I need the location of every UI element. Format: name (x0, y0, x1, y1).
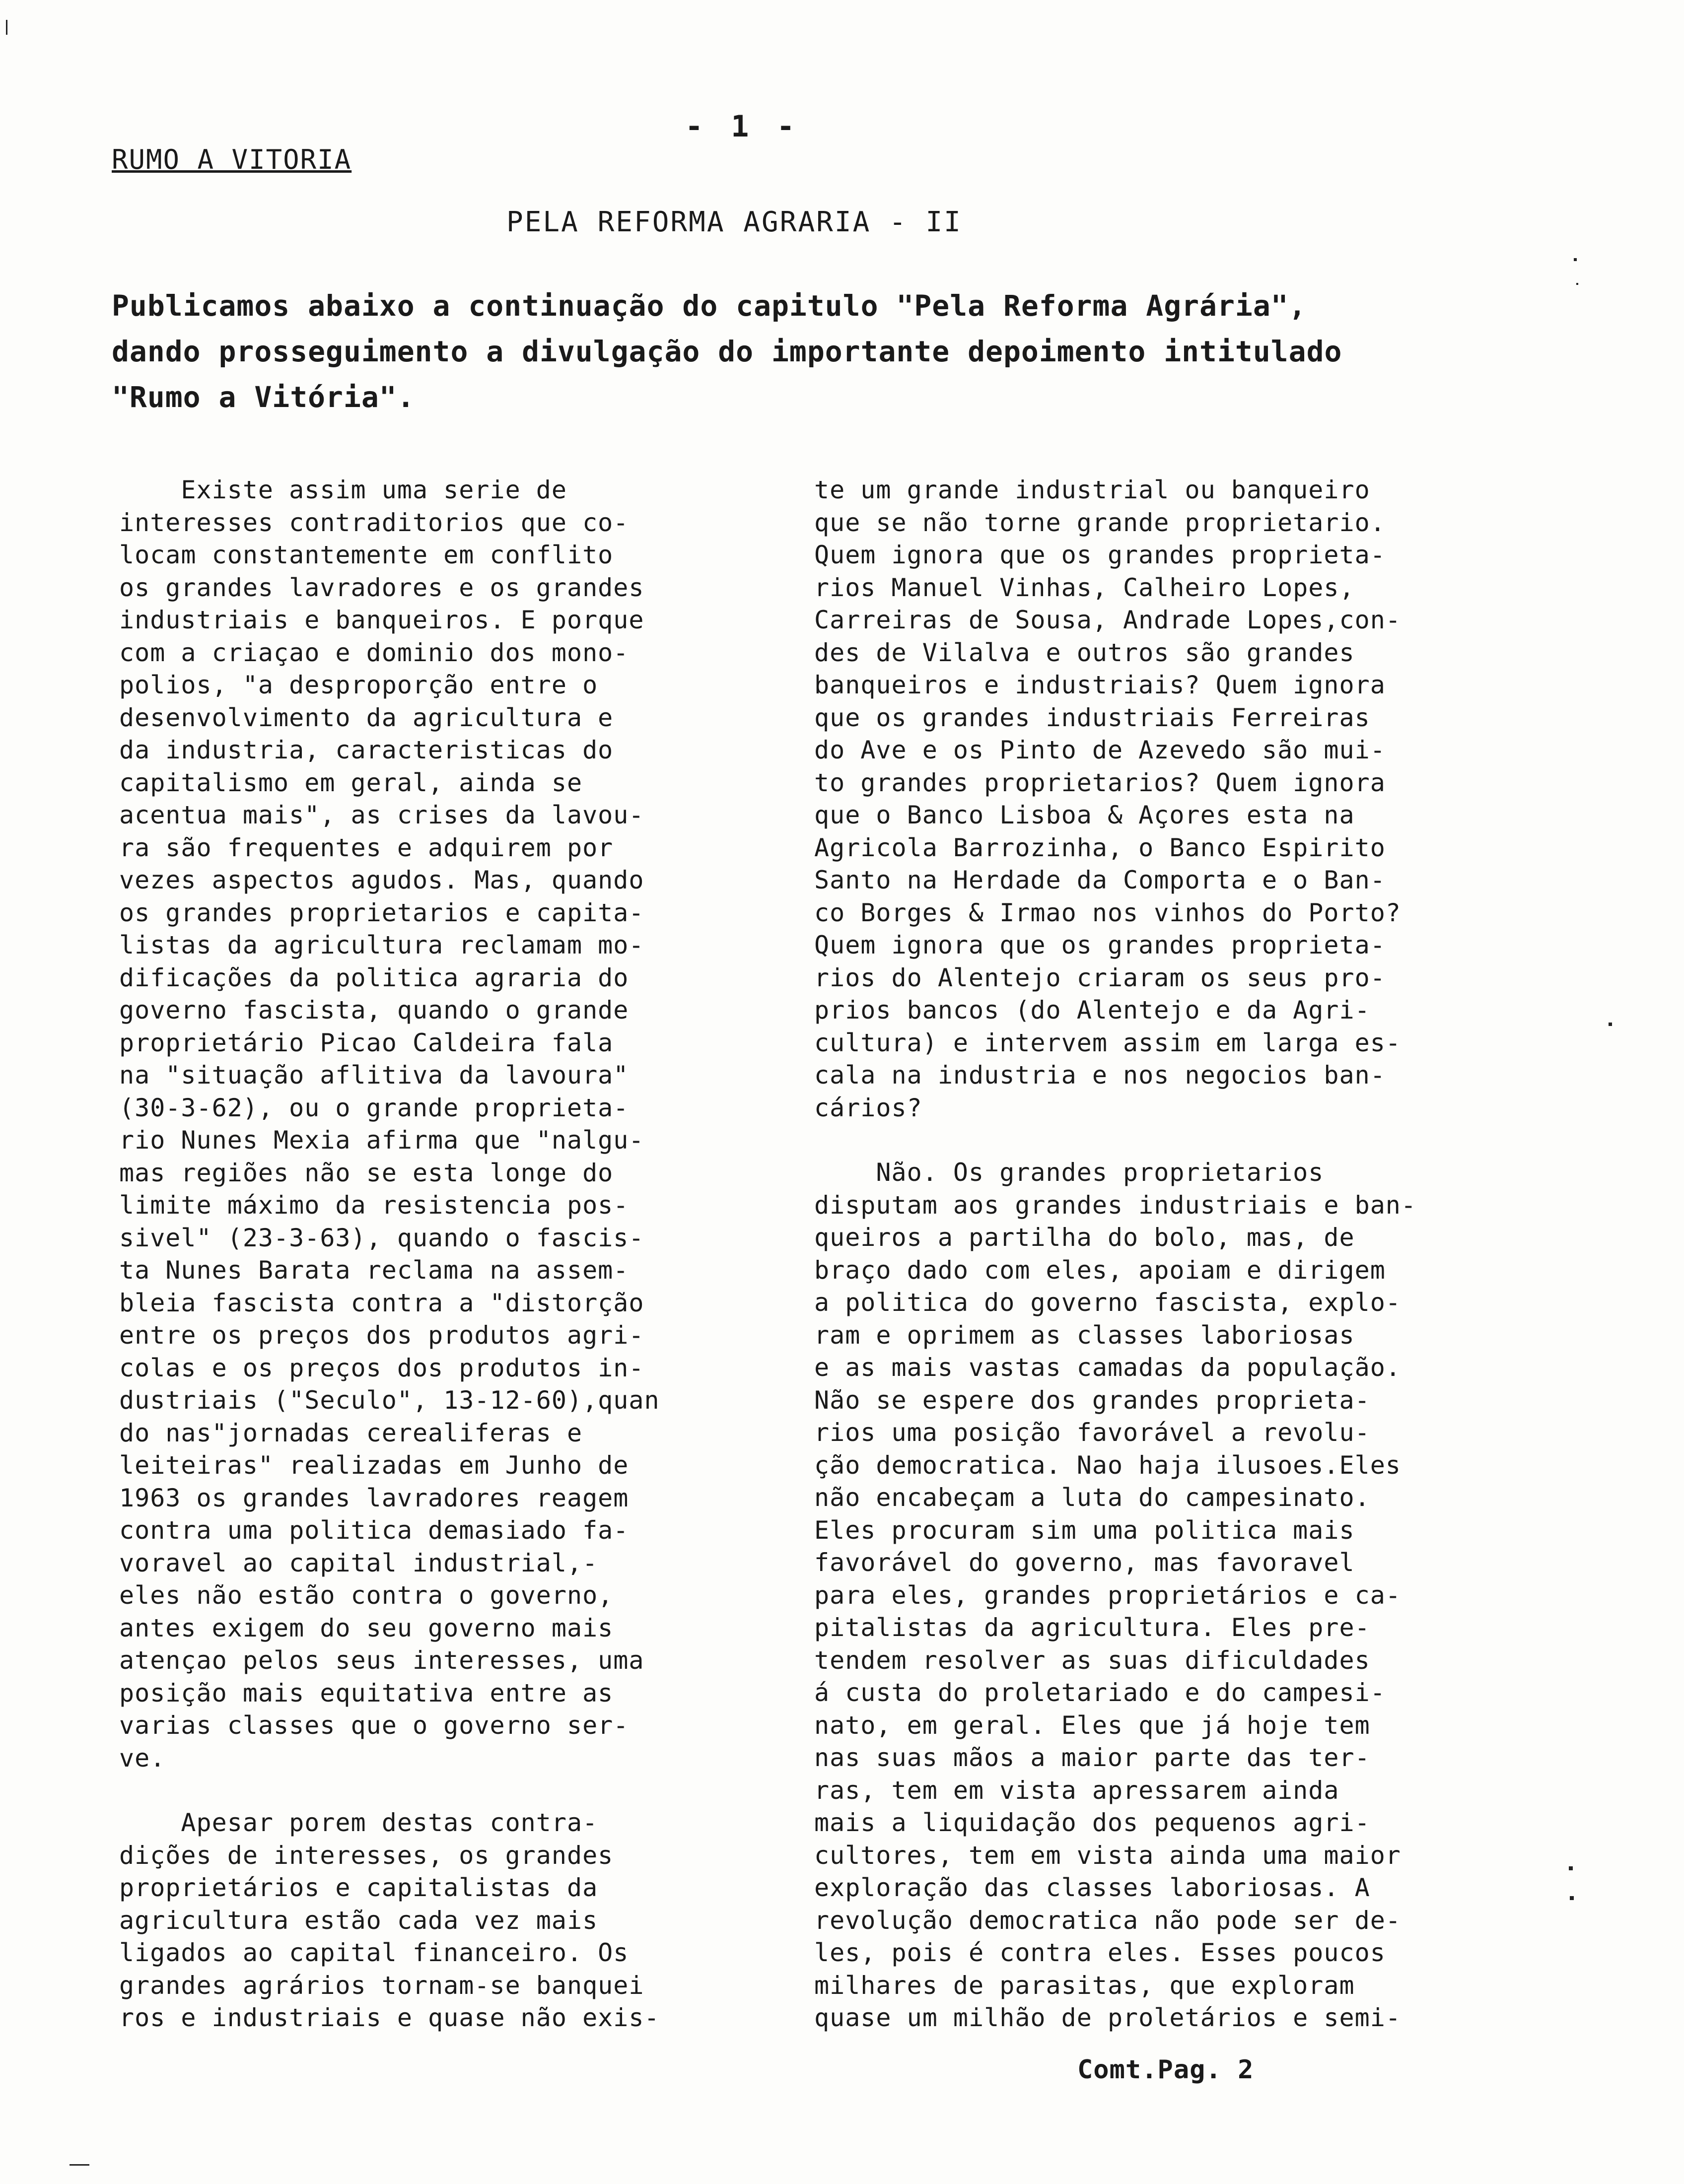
text-line: favorável do governo, mas favoravel (814, 1548, 1355, 1577)
text-line: cala na industria e nos negocios ban- (814, 1061, 1386, 1090)
scan-mark (1574, 258, 1577, 261)
text-line: cários? (814, 1093, 922, 1122)
text-line: mais a liquidação dos pequenos agri- (814, 1808, 1370, 1837)
text-line: cultura) e intervem assim em larga es- (814, 1028, 1401, 1057)
text-line: mas regiões não se esta longe do (119, 1158, 614, 1187)
column-paragraph (119, 1807, 774, 2035)
text-line: quase um milhão de proletários e semi- (814, 2003, 1401, 2032)
text-line: prios bancos (do Alentejo e da Agri- (814, 996, 1370, 1024)
text-line: Quem ignora que os grandes proprieta- (814, 541, 1386, 569)
text-line: Santo na Herdade da Comporta e o Ban- (814, 866, 1386, 894)
page-number: - 1 - (685, 109, 800, 144)
text-line: posição mais equitativa entre as (119, 1678, 614, 1707)
text-line: revolução democratica não pode ser de- (814, 1906, 1401, 1935)
text-line: contra uma politica demasiado fa- (119, 1516, 629, 1545)
scan-mark (1570, 1896, 1574, 1900)
text-line: dificações da politica agraria do (119, 963, 629, 992)
text-line: Não. Os grandes proprietarios (814, 1158, 1324, 1187)
text-line: ção democratica. Nao haja ilusoes.Eles (814, 1450, 1401, 1480)
text-line: que o Banco Lisboa & Açores esta na (814, 801, 1355, 829)
text-line: vezes aspectos agudos. Mas, quando (119, 866, 644, 894)
text-line: varias classes que o governo ser- (119, 1711, 629, 1740)
text-line: co Borges & Irmao nos vinhos do Porto? (814, 898, 1401, 927)
text-line: rios do Alentejo criaram os seus pro- (814, 963, 1386, 992)
text-line: não encabeçam a luta do campesinato. (814, 1483, 1370, 1512)
text-line: cultores, tem em vista ainda uma maior (814, 1841, 1401, 1870)
text-line: Apesar porem destas contra- (119, 1808, 598, 1837)
text-line: á custa do proletariado e do campesi- (814, 1678, 1386, 1707)
text-line: Não se espere dos grandes proprieta- (814, 1385, 1370, 1415)
text-line: grandes agrários tornam-se banquei (119, 1971, 644, 2000)
text-line: agricultura estão cada vez mais (119, 1906, 598, 1935)
text-line: Eles procuram sim uma politica mais (814, 1515, 1355, 1545)
text-line: listas da agricultura reclamam mo- (119, 931, 644, 959)
scan-mark (6, 20, 7, 35)
text-line: rios uma posição favorável a revolu- (814, 1418, 1370, 1447)
text-line: do Ave e os Pinto de Azevedo são mui- (814, 736, 1386, 764)
text-line: Existe assim uma serie de (119, 476, 567, 504)
text-line: braço dado com eles, apoiam e dirigem (814, 1255, 1386, 1285)
text-line: (30-3-62), ou o grande proprieta- (119, 1093, 629, 1122)
text-line: rio Nunes Mexia afirma que "nalgu- (119, 1126, 644, 1155)
text-line: ros e industriais e quase não exis- (119, 2003, 660, 2032)
text-line: exploração das classes laboriosas. A (814, 1873, 1370, 1902)
text-line: da industria, caracteristicas do (119, 736, 614, 764)
text-line: queiros a partilha do bolo, mas, de (814, 1223, 1355, 1252)
text-line: que se não torne grande proprietario. (814, 508, 1386, 537)
text-line: disputam aos grandes industriais e ban- (814, 1190, 1416, 1220)
text-line: governo fascista, quando o grande (119, 996, 629, 1024)
intro-line: Publicamos abaixo a continuação do capitulo "Pela Reforma Agrária", (112, 289, 1307, 323)
text-line: para eles, grandes proprietários e ca- (814, 1580, 1401, 1610)
text-line: Agricola Barrozinha, o Banco Espirito (814, 833, 1386, 862)
text-line: tendem resolver as suas dificuldades (814, 1645, 1370, 1675)
text-line: interesses contraditorios que co- (119, 508, 629, 537)
intro-line: dando prosseguimento a divulgação do importante depoimento intitulado (112, 335, 1342, 368)
text-line: leiteiras" realizadas em Junho de (119, 1451, 629, 1480)
scan-mark (70, 2164, 89, 2166)
text-line: te um grande industrial ou banqueiro (814, 476, 1370, 504)
column-paragraph (119, 474, 774, 1774)
text-line: e as mais vastas camadas da população. (814, 1353, 1401, 1382)
text-line: proprietários e capitalistas da (119, 1873, 598, 1902)
scan-mark (1576, 283, 1578, 285)
text-line: desenvolvimento da agricultura e (119, 703, 614, 732)
text-line: a politica do governo fascista, explo- (814, 1288, 1401, 1317)
text-line: entre os preços dos produtos agri- (119, 1321, 644, 1350)
right-column (814, 474, 1544, 2067)
intro-line: "Rumo a Vitória". (112, 380, 415, 414)
text-line: acentua mais", as crises da lavou- (119, 801, 644, 829)
text-line: atençao pelos seus interesses, uma (119, 1646, 644, 1675)
scan-mark (1609, 1023, 1612, 1026)
text-line: ra são frequentes e adquirem por (119, 833, 614, 862)
text-line: que os grandes industriais Ferreiras (814, 703, 1370, 732)
text-line: to grandes proprietarios? Quem ignora (814, 768, 1386, 797)
text-line: ram e oprimem as classes laboriosas (814, 1320, 1355, 1350)
text-line: rios Manuel Vinhas, Calheiro Lopes, (814, 573, 1355, 602)
text-line: nato, em geral. Eles que já hoje tem (814, 1710, 1370, 1740)
text-line: dustriais ("Seculo", 13-12-60),quan (119, 1386, 660, 1415)
column-paragraph (814, 474, 1544, 1124)
text-line: banqueiros e industriais? Quem ignora (814, 671, 1386, 699)
text-line: dições de interesses, os grandes (119, 1841, 614, 1870)
text-line: locam constantemente em conflito (119, 541, 614, 569)
text-line: nas suas mãos a maior parte das ter- (814, 1743, 1370, 1772)
text-line: Carreiras de Sousa, Andrade Lopes,con- (814, 606, 1401, 634)
text-line: des de Vilalva e outros são grandes (814, 638, 1355, 667)
text-line: ta Nunes Barata reclama na assem- (119, 1256, 629, 1285)
text-line: voravel ao capital industrial,- (119, 1548, 598, 1577)
text-line: industriais e banqueiros. E porque (119, 606, 644, 634)
text-line: sivel" (23-3-63), quando o fascis- (119, 1223, 644, 1252)
text-line: ras, tem em vista apressarem ainda (814, 1775, 1339, 1805)
text-line: polios, "a desproporção entre o (119, 671, 598, 699)
text-line: Quem ignora que os grandes proprieta- (814, 931, 1386, 959)
text-line: limite máximo da resistencia pos- (119, 1191, 629, 1220)
text-line: na "situação aflitiva da lavoura" (119, 1061, 629, 1090)
column-paragraph (814, 1157, 1544, 2035)
text-line: proprietário Picao Caldeira fala (119, 1028, 614, 1057)
text-line: 1963 os grandes lavradores reagem (119, 1483, 629, 1512)
text-line: eles não estão contra o governo, (119, 1581, 614, 1610)
text-line: do nas"jornadas cerealiferas e (119, 1418, 583, 1447)
publication-header: RUMO A VITORIA (112, 144, 352, 175)
text-line: colas e os preços dos produtos in- (119, 1353, 644, 1382)
scan-mark (1569, 1866, 1573, 1870)
text-line: com a criaçao e dominio dos mono- (119, 638, 629, 667)
text-line: les, pois é contra eles. Esses poucos (814, 1938, 1386, 1967)
left-column (119, 474, 774, 2067)
text-line: pitalistas da agricultura. Eles pre- (814, 1613, 1370, 1642)
intro-paragraph (112, 283, 1532, 420)
article-title: PELA REFORMA AGRARIA - II (506, 206, 962, 238)
text-line: ligados ao capital financeiro. Os (119, 1938, 629, 1967)
text-line: milhares de parasitas, que exploram (814, 1971, 1355, 2000)
text-line: os grandes proprietarios e capita- (119, 898, 644, 927)
text-line: capitalismo em geral, ainda se (119, 768, 583, 797)
text-line: ve. (119, 1743, 166, 1773)
continued-note: Comt.Pag. 2 (1077, 2055, 1254, 2085)
text-line: os grandes lavradores e os grandes (119, 573, 644, 602)
text-line: antes exigem do seu governo mais (119, 1613, 614, 1642)
text-line: bleia fascista contra a "distorção (119, 1288, 644, 1317)
